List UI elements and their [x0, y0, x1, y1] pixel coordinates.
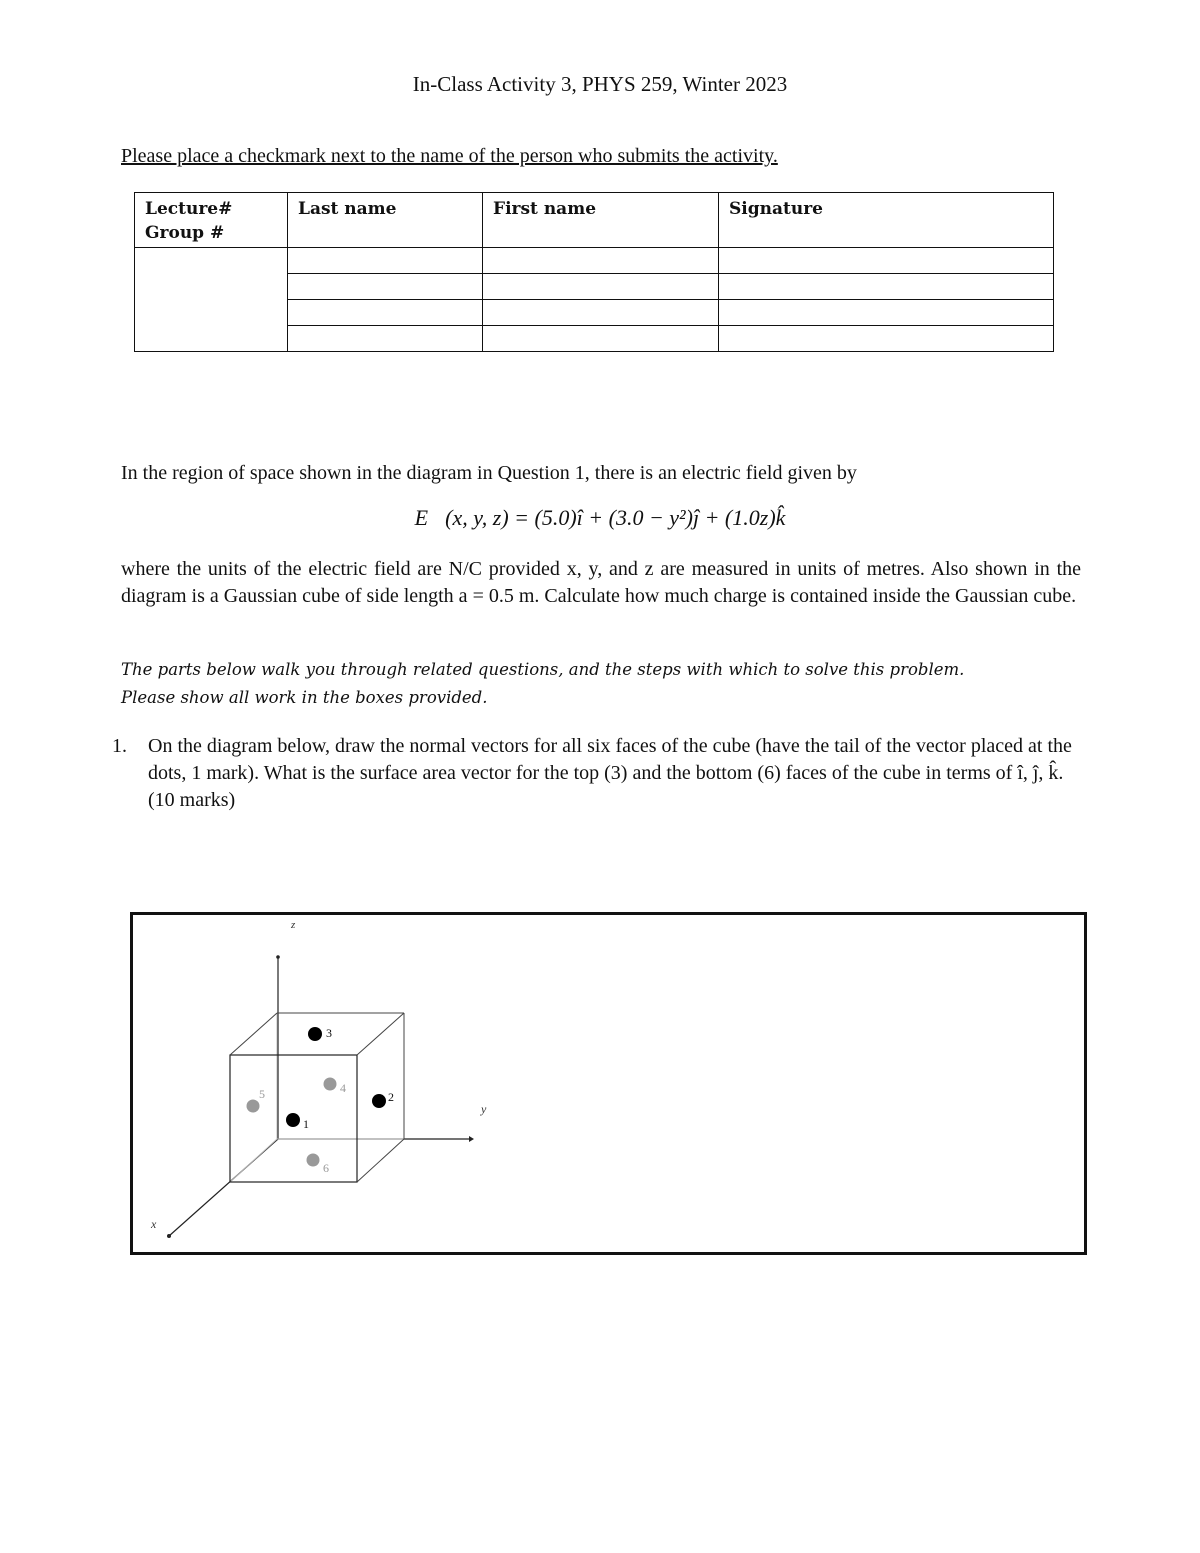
signature-header: Signature	[719, 193, 1054, 248]
cube-hidden-edge	[230, 1139, 277, 1182]
instructions-note-line-1: The parts below walk you through related questions, and the steps with which to solve this problem.	[121, 660, 965, 679]
last-name-header: Last name	[288, 193, 483, 248]
first-name-header: First name	[483, 193, 719, 248]
question-1	[112, 733, 1082, 814]
cube-edge	[230, 1013, 277, 1055]
problem-intro: In the region of space shown in the diagram in Question 1, there is an electric field given by	[121, 462, 857, 484]
signature-cell[interactable]	[719, 248, 1054, 274]
x-axis-tip	[167, 1234, 171, 1238]
question-number: 1.	[112, 735, 127, 757]
last-name-cell[interactable]	[288, 300, 483, 326]
z-axis-tip	[276, 955, 280, 959]
problem-statement: where the units of the electric field are N/C provided x, y, and z are measured in units of metres. Also shown in the diagram is a Gaussian cube of side length a = 0.5 m. Calculate how much charge is contained inside the Gaussian cube.	[121, 558, 1081, 607]
first-name-cell[interactable]	[483, 326, 719, 352]
cube-edge	[357, 1013, 404, 1055]
z-axis-label: z	[291, 919, 296, 931]
first-name-cell[interactable]	[483, 300, 719, 326]
page-title: In-Class Activity 3, PHYS 259, Winter 2023	[412, 72, 788, 96]
face-4-label: 4	[340, 1081, 346, 1095]
last-name-cell[interactable]	[288, 248, 483, 274]
first-name-cell[interactable]	[483, 274, 719, 300]
gaussian-cube-diagram	[133, 915, 1084, 1252]
y-axis-arrow-icon	[469, 1136, 474, 1142]
group-header: Group #	[145, 223, 225, 243]
face-5-dot	[247, 1100, 260, 1113]
table-row	[135, 248, 1054, 274]
lecture-group-header	[135, 193, 288, 248]
signature-cell[interactable]	[719, 326, 1054, 352]
cube-edge	[357, 1139, 404, 1182]
face-4-dot	[324, 1078, 337, 1091]
signature-cell[interactable]	[719, 274, 1054, 300]
face-6-dot	[307, 1154, 320, 1167]
first-name-cell[interactable]	[483, 248, 719, 274]
face-1-label: 1	[303, 1117, 309, 1131]
instructions-note	[121, 656, 1081, 712]
group-table	[134, 192, 1054, 352]
last-name-cell[interactable]	[288, 274, 483, 300]
instructions-note-line-2: Please show all work in the boxes provided.	[121, 688, 488, 707]
face-1-dot	[286, 1113, 300, 1127]
face-3-label: 3	[326, 1026, 332, 1040]
face-3-dot	[308, 1027, 322, 1041]
lecture-group-cell[interactable]	[135, 248, 288, 352]
x-axis-label: x	[151, 1217, 157, 1231]
group-table-header-row	[135, 193, 1054, 248]
electric-field-equation: E⃗(x, y, z) = (5.0)î + (3.0 − y²)ĵ + (1.0z)k̂	[414, 505, 786, 530]
face-5-label: 5	[259, 1087, 265, 1101]
face-2-label: 2	[388, 1090, 394, 1104]
last-name-cell[interactable]	[288, 326, 483, 352]
face-2-dot	[372, 1094, 386, 1108]
lecture-header: Lecture#	[145, 199, 233, 219]
diagram-answer-box[interactable]	[130, 912, 1087, 1255]
question-text: On the diagram below, draw the normal vectors for all six faces of the cube (have the tail of the vector placed at the dots, 1 mark). What is the surface area vector for the top (3) and the bottom (6) faces of the cube in terms of î, ĵ, k̂. (10 marks)	[148, 735, 1072, 811]
submission-instruction: Please place a checkmark next to the name of the person who submits the activity.	[121, 145, 778, 167]
y-axis-label: y	[481, 1102, 487, 1116]
face-6-label: 6	[323, 1161, 329, 1175]
signature-cell[interactable]	[719, 300, 1054, 326]
